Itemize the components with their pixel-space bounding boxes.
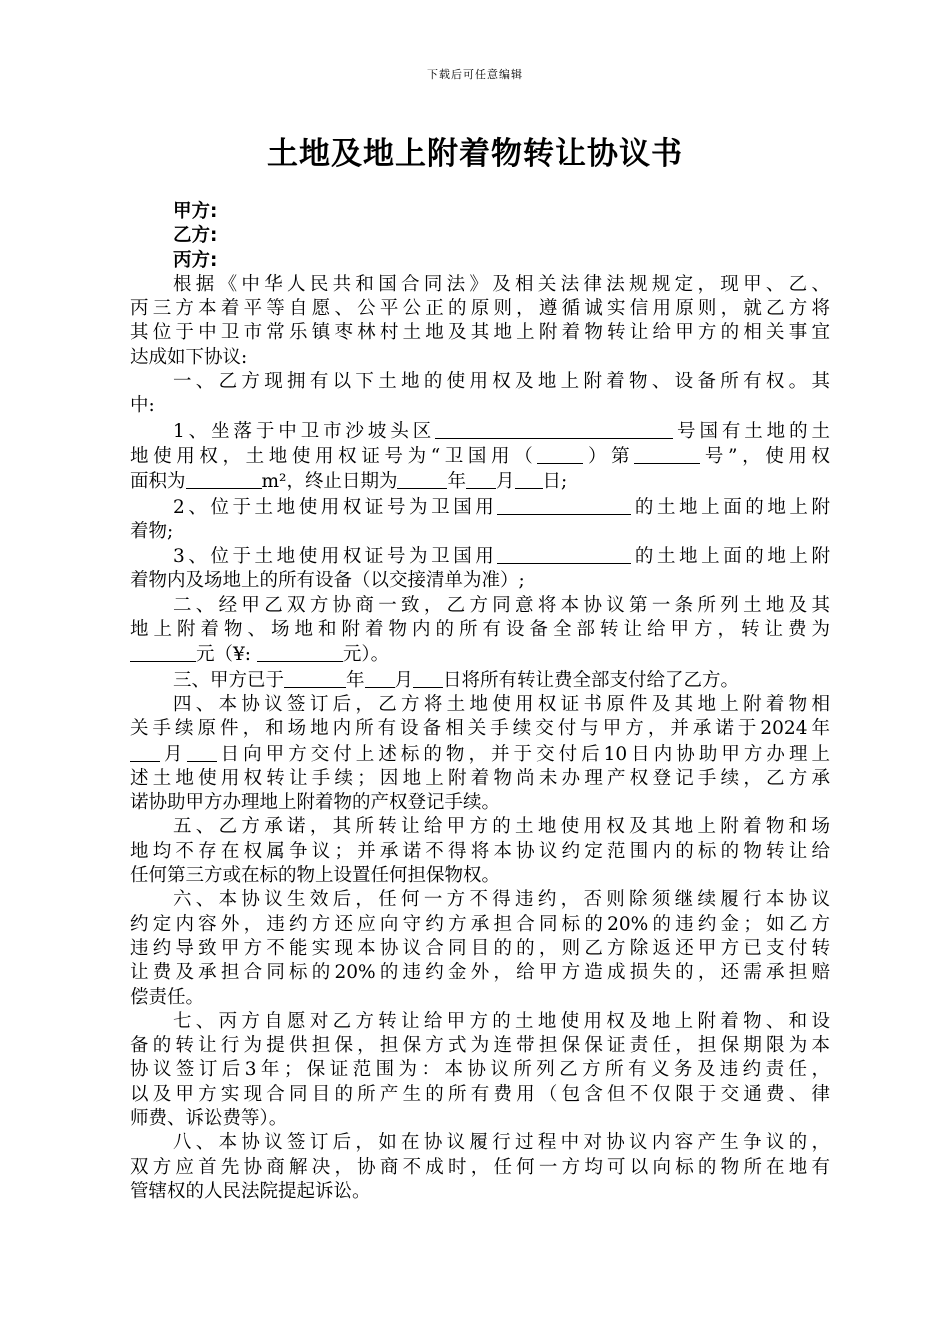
clause-line: 地均不存在权属争议；并承诺不得将本协议约定范围内的标的物转让给 bbox=[130, 840, 830, 862]
clause-line: 七、丙方自愿对乙方转让给甲方的土地使用权及地上附着物、和设 bbox=[173, 1010, 830, 1032]
blank-field bbox=[130, 742, 160, 762]
clause-6 bbox=[130, 888, 830, 1009]
item-line: 3、位于土地使用权证号为卫国用 的土地上面的地上附 bbox=[173, 546, 830, 568]
item-line: 地使用权，土地使用权证号为“卫国用（ ）第 号”，使用权 bbox=[130, 445, 830, 467]
document-title: 土地及地上附着物转让协议书 bbox=[267, 136, 683, 172]
clause-line: 一、乙方现拥有以下土地的使用权及地上附着物、设备所有权。其 bbox=[173, 371, 830, 393]
clause-3 bbox=[130, 668, 830, 693]
preamble-line: 根据《中华人民共和国合同法》及相关法律法规规定，现甲、乙、 bbox=[173, 273, 830, 295]
item-2 bbox=[130, 495, 830, 545]
preamble bbox=[130, 273, 830, 370]
clause-line: 协议签订后3年；保证范围为：本协议所列乙方所有义务及违约责任， bbox=[130, 1059, 830, 1081]
blank-field bbox=[284, 668, 346, 688]
blank-field bbox=[634, 444, 700, 464]
clause-8 bbox=[130, 1131, 830, 1204]
clause-line: 约定内容外，违约方还应向守约方承担合同标的20%的违约金；如乙方 bbox=[130, 913, 830, 935]
clause-line: 六、本协议生效后，任何一方不得违约，否则除须继续履行本协议 bbox=[173, 889, 830, 911]
preamble-line: 达成如下协议: bbox=[130, 346, 248, 368]
clause-line: 让费及承担合同标的20%的违约金外，给甲方造成损失的，还需承担赔 bbox=[130, 962, 830, 984]
clause-line: 八、本协议签订后，如在协议履行过程中对协议内容产生争议的， bbox=[173, 1132, 830, 1154]
clause-line: 违约导致甲方不能实现本协议合同目的的，则乙方除返还甲方已支付转 bbox=[130, 937, 830, 959]
clause-line: 关手续原件，和场地内所有设备相关手续交付与甲方，并承诺于2024年 bbox=[130, 718, 830, 740]
agreement-body bbox=[130, 200, 830, 1204]
clause-line: 述土地使用权转让手续；因地上附着物尚未办理产权登记手续，乙方承 bbox=[130, 767, 830, 789]
clause-2 bbox=[130, 594, 830, 668]
preamble-line: 其位于中卫市常乐镇枣林村土地及其地上附着物转让给甲方的相关事宜 bbox=[130, 322, 830, 344]
clause-line: 管辖权的人民法院提起诉讼。 bbox=[130, 1180, 371, 1202]
item-3 bbox=[130, 544, 830, 594]
clause-1 bbox=[130, 370, 830, 419]
party-b-label: 乙方: bbox=[173, 225, 218, 247]
clause-line: 二、经甲乙双方协商一致，乙方同意将本协议第一条所列土地及其 bbox=[173, 594, 830, 616]
clause-line: 三、甲方已于 年 月 日将所有转让费全部支付给了乙方。 bbox=[173, 669, 740, 691]
clause-line: 四、本协议签订后，乙方将土地使用权证书原件及其地上附着物相 bbox=[173, 693, 830, 715]
blank-field bbox=[497, 495, 631, 515]
clause-line: 月 日向甲方交付上述标的物，并于交付后10日内协助甲方办理上 bbox=[130, 742, 830, 767]
clause-line: 任何第三方或在标的物上设置任何担保物权。 bbox=[130, 865, 501, 887]
blank-field bbox=[413, 668, 443, 688]
blank-field bbox=[186, 469, 262, 489]
header-note: 下载后可任意编辑 bbox=[427, 68, 523, 81]
blank-field bbox=[130, 642, 196, 662]
clause-line: 诺协助甲方办理地上附着物的产权登记手续。 bbox=[130, 792, 501, 814]
clause-line: 五、乙方承诺，其所转让给甲方的土地使用权及其地上附着物和场 bbox=[173, 816, 830, 838]
blank-field bbox=[257, 642, 343, 662]
item-line: 面积为 m²，终止日期为 年 月 日; bbox=[130, 471, 568, 493]
party-c-label: 丙方: bbox=[173, 249, 218, 271]
preamble-line: 丙三方本着平等自愿、公平公正的原则，遵循诚实信用原则，就乙方将 bbox=[130, 298, 830, 320]
blank-field bbox=[365, 668, 395, 688]
item-line: 着物; bbox=[130, 520, 174, 542]
party-a-label: 甲方: bbox=[173, 201, 218, 222]
blank-field bbox=[187, 742, 217, 762]
clause-7 bbox=[130, 1010, 830, 1131]
blank-field bbox=[537, 444, 583, 464]
blank-field bbox=[397, 469, 447, 489]
item-line: 着物内及场地上的所有设备（以交接清单为准）; bbox=[130, 570, 525, 592]
clause-line: 备的转让行为提供担保，担保方式为连带担保保证责任，担保期限为本 bbox=[130, 1035, 830, 1057]
blank-field bbox=[466, 469, 496, 489]
clause-4 bbox=[130, 693, 830, 815]
clause-5 bbox=[130, 815, 830, 888]
item-line: 1、坐落于中卫市沙坡头区 号国有土地的土 bbox=[173, 420, 830, 442]
item-line: 2、位于土地使用权证号为卫国用 的土地上面的地上附 bbox=[173, 496, 830, 518]
clause-line: 双方应首先协商解决，协商不成时，任何一方均可以向标的物所在地有 bbox=[130, 1156, 830, 1178]
clause-line: 师费、诉讼费等）。 bbox=[130, 1107, 288, 1129]
clause-line: 地上附着物、场地和附着物内的所有设备全部转让给甲方，转让费为 bbox=[130, 619, 830, 641]
blank-field bbox=[497, 544, 631, 564]
clause-line: 偿责任。 bbox=[130, 986, 205, 1008]
item-1 bbox=[130, 419, 830, 495]
clause-line: 以及甲方实现合同目的所产生的所有费用（包含但不仅限于交通费、律 bbox=[130, 1083, 830, 1105]
clause-line: 中: bbox=[130, 395, 155, 417]
blank-field bbox=[515, 469, 543, 489]
blank-field bbox=[435, 419, 673, 439]
clause-line: 元（¥: 元）。 bbox=[130, 642, 830, 667]
